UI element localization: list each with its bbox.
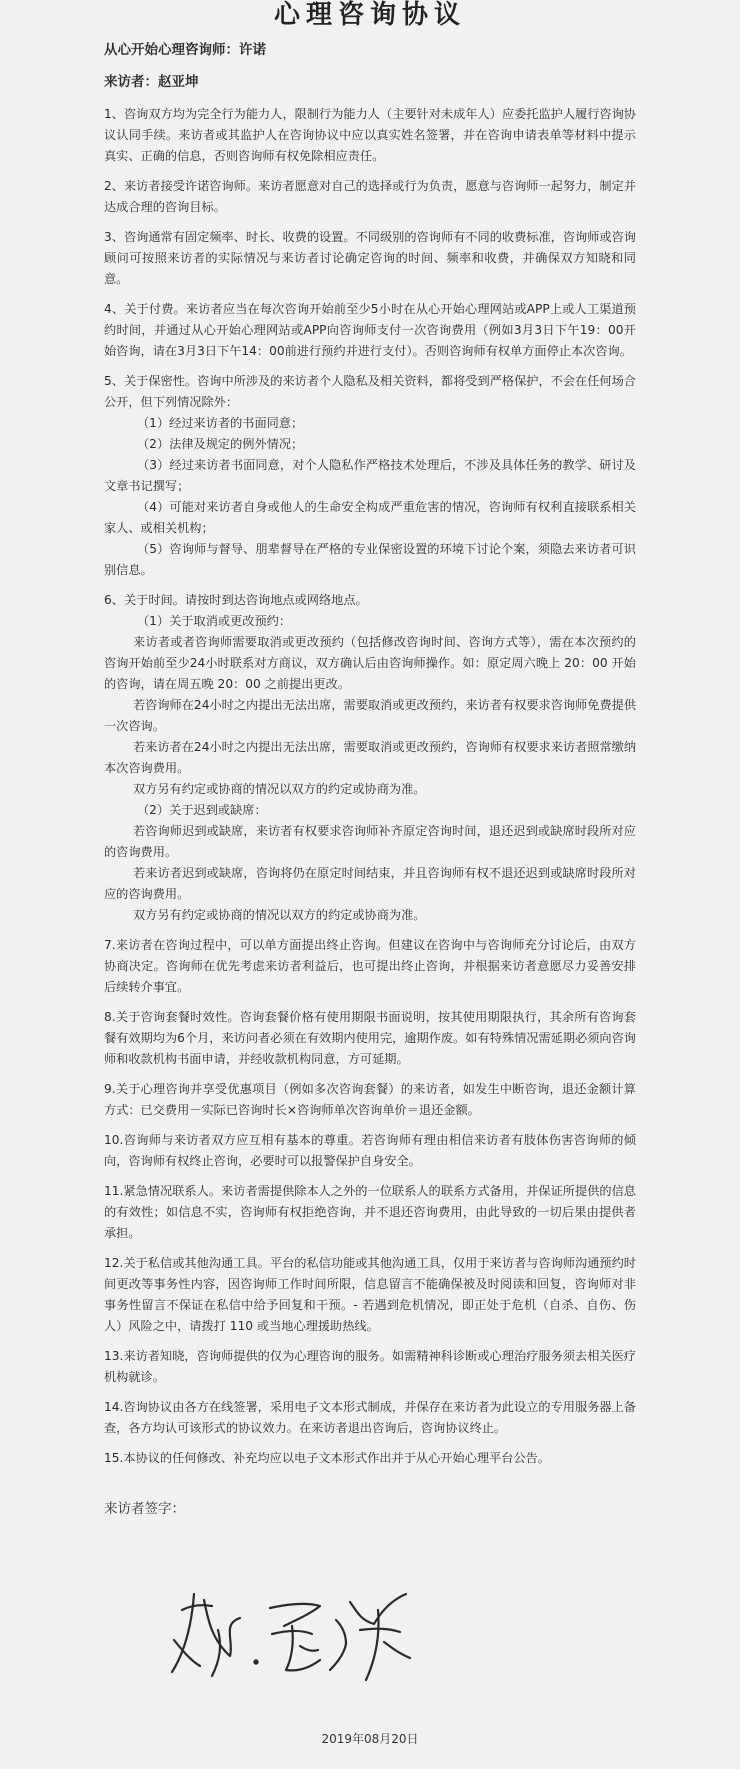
handwritten-signature [160,1580,420,1690]
client-name: 赵亚坤 [158,74,199,90]
clause-6-sub-2-a: 若咨询师迟到或缺席，来访者有权要求咨询师补齐原定咨询时间，退还迟到或缺席时段所对应的咨询费用。 [104,824,636,859]
clause-15: 15.本协议的任何修改、补充均应以电子文本形式作出并于从心开始心理平台公告。 [104,1451,550,1465]
clause-6-sub-1-c: 若来访者在24小时之内提出无法出席，需要取消或更改预约，咨询师有权要求来访者照常缴纳本次咨询费用。 [104,740,637,775]
clause-9: 9.关于心理咨询并享受优惠项目（例如多次咨询套餐）的来访者，如发生中断咨询，退还金额计算方式：已交费用－实际已咨询时长×咨询师单次咨询单价＝退还金额。 [104,1082,636,1117]
clause-12: 12.关于私信或其他沟通工具。平台的私信功能或其他沟通工具，仅用于来访者与咨询师沟通预约时间更改等事务性内容，因咨询师工作时间所限，信息留言不能确保被及时阅读和回复，咨询师对非事务性留言不保证在私信中给予回复和干预。- 若遇到危机情况，即正处于危机（自杀、自伤、伤人）风险之中，请拨打 110 或当地心理援助热线。 [104,1256,636,1333]
clause-6 [104,590,636,926]
clause-11: 11.紧急情况联系人。来访者需提供除本人之外的一位联系人的联系方式备用，并保证所提供的信息的有效性；如信息不实，咨询师有权拒绝咨询，并不退还咨询费用，由此导致的一切后果由提供者承担。 [104,1184,636,1240]
page-title: 心理咨询协议 [273,0,466,28]
clause-14: 14.咨询协议由各方在线签署，采用电子文本形式制成，并保存在来访者为此设立的专用服务器上备查，各方均认可该形式的协议效力。在来访者退出咨询后，咨询协议终止。 [104,1400,636,1435]
signature-label: 来访者签字： [104,1501,185,1517]
clause-1: 1、咨询双方均为完全行为能力人，限制行为能力人（主要针对未成年人）应委托监护人履行咨询协议认同手续。来访者或其监护人在咨询协议中应以真实姓名签署，并在咨询申请表单等材料中提示真实、正确的信息，否则咨询师有权免除相应责任。 [104,107,636,163]
clause-6-sub-1-b: 若咨询师在24小时之内提出无法出席，需要取消或更改预约，来访者有权要求咨询师免费提供一次咨询。 [104,698,637,733]
clause-13: 13.来访者知晓，咨询师提供的仅为心理咨询的服务。如需精神科诊断或心理治疗服务须去相关医疗机构就诊。 [104,1349,636,1384]
counselor-label: 从心开始心理咨询师： [104,42,239,58]
client-line [104,72,636,92]
clause-6-sub-2: （2）关于迟到或缺席： [137,803,267,817]
clause-5-item-5: （5）咨询师与督导、朋辈督导在严格的专业保密设置的环境下讨论个案，须隐去来访者可识别信息。 [104,542,636,577]
client-label: 来访者： [104,74,158,90]
clause-2: 2、来访者接受许诺咨询师。来访者愿意对自己的选择或行为负责，愿意与咨询师一起努力，制定并达成合理的咨询目标。 [104,179,636,214]
clause-6-sub-1-a: 来访者或者咨询师需要取消或更改预约（包括修改咨询时间、咨询方式等），需在本次预约的咨询开始前至少24小时联系对方商议，双方确认后由咨询师操作。如：原定周六晚上 20：00 开始的咨询，请在周五晚 20：00 之前提出更改。 [104,635,636,691]
clause-5-item-3: （3）经过来访者书面同意，对个人隐私作严格技术处理后，不涉及具体任务的教学、研讨及文章书记撰写； [104,458,636,493]
clause-3: 3、咨询通常有固定频率、时长、收费的设置。不同级别的咨询师有不同的收费标准，咨询师或咨询顾问可按照来访者的实际情况与来访者讨论确定咨询的时间、频率和收费，并确保双方知晓和同意。 [104,230,636,286]
counselor-name: 许诺 [239,42,266,58]
clause-8: 8.关于咨询套餐时效性。咨询套餐价格有使用期限书面说明，按其使用期限执行，其余所有咨询套餐有效期均为6个月，来访问者必须在有效期内使用完，逾期作废。如有特殊情况需延期必须向咨询师和收款机构书面申请，并经收款机构同意，方可延期。 [104,1010,636,1066]
clause-6-sub-2-b: 若来访者迟到或缺席，咨询将仍在原定时间结束，并且咨询师有权不退还迟到或缺席时段所对应的咨询费用。 [104,866,636,901]
counselor-line [104,40,636,60]
clause-5-item-1: （1）经过来访者的书面同意； [137,416,304,430]
clause-5-item-4: （4）可能对来访者自身或他人的生命安全构成严重危害的情况，咨询师有权利直接联系相关家人、或相关机构； [104,500,636,535]
clause-5-item-2: （2）法律及规定的例外情况； [137,437,304,451]
clause-6-sub-1-d: 双方另有约定或协商的情况以双方的约定或协商为准。 [133,782,426,796]
signing-date: 2019年08月20日 [321,1732,419,1746]
agreement-body [104,40,636,1517]
clause-10: 10.咨询师与来访者双方应互相有基本的尊重。若咨询师有理由相信来访者有肢体伤害咨询师的倾向，咨询师有权终止咨询，必要时可以报警保护自身安全。 [104,1133,636,1168]
clause-6-sub-1: （1）关于取消或更改预约： [137,614,292,628]
clause-4: 4、关于付费。来访者应当在每次咨询开始前至少5小时在从心开始心理网站或APP上或人工渠道预约时间，并通过从心开始心理网站或APP向咨询师支付一次咨询费用（例如3月3日下午19：00开始咨询，请在3月3日下午14：00前进行预约并进行支付）。否则咨询师有权单方面停止本次咨询。 [104,302,636,358]
clause-7: 7.来访者在咨询过程中，可以单方面提出终止咨询。但建议在咨询中与咨询师充分讨论后，由双方协商决定。咨询师在优先考虑来访者利益后，也可提出终止咨询，并根据来访者意愿尽力妥善安排后续转介事宜。 [104,938,636,994]
clause-5-intro: 5、关于保密性。咨询中所涉及的来访者个人隐私及相关资料，都将受到严格保护，不会在任何场合公开，但下列情况除外： [104,374,636,409]
clause-6-sub-2-c: 双方另有约定或协商的情况以双方的约定或协商为准。 [133,908,426,922]
clause-5 [104,371,636,581]
clause-6-intro: 6、关于时间。请按时到达咨询地点或网络地点。 [104,593,368,607]
